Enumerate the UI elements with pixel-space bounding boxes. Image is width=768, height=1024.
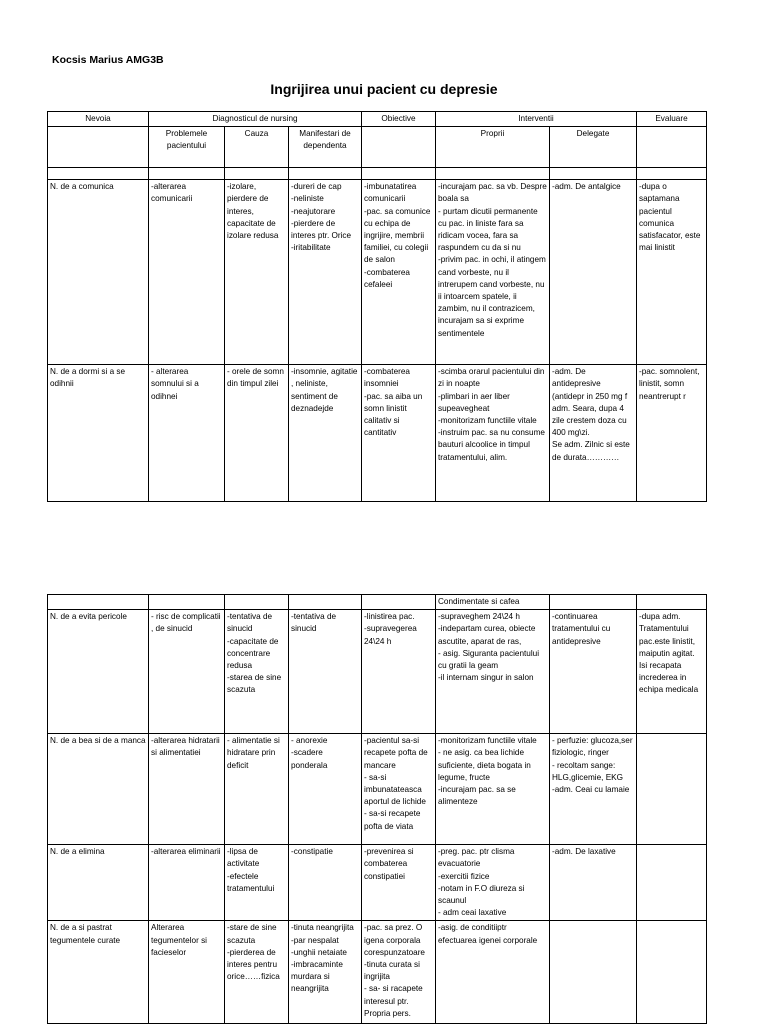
cell-obiective: -combaterea insomniei -pac. sa aiba un somn linistit calitativ si cantitativ: [362, 365, 436, 502]
header-diagnostic: Diagnosticul de nursing: [149, 112, 362, 127]
cell-proprii: -preg. pac. ptr clisma evacuatorie -exercitii fizice -notam in F.O diureza si scaunul - adm ceai laxative: [436, 845, 550, 921]
cell-manifestari: -insomnie, agitatie , neliniste, sentiment de deznadejde: [289, 365, 362, 502]
header-row-sub: [48, 127, 707, 168]
header-empty: [637, 127, 707, 168]
cell-nevoia: N. de a comunica: [48, 180, 149, 365]
cell-obiective: -imbunatatirea comunicarii -pac. sa comunice cu echipa de ingrijire, membrii familiei, cu colegii de salon -combaterea cefaleei: [362, 180, 436, 365]
cell-evaluare: -dupa o saptamana pacientul comunica satisfacator, este mai linistit: [637, 180, 707, 365]
table-row-continuation: [48, 595, 707, 610]
cell-evaluare: [637, 845, 707, 921]
cell-evaluare: [637, 921, 707, 1024]
header-manifestari: Manifestari de dependenta: [289, 127, 362, 168]
cell-cauza: -lipsa de activitate -efectele tratamentului: [225, 845, 289, 921]
cell-evaluare: -pac. somnolent, linistit, somn neantrerupt r: [637, 365, 707, 502]
header-delegate: Delegate: [550, 127, 637, 168]
header-empty: [48, 127, 149, 168]
cell-obiective: -prevenirea si combaterea constipatiei: [362, 845, 436, 921]
cell-obiective: -linistirea pac. -supravegerea 24\24 h: [362, 610, 436, 734]
cell-evaluare: -dupa adm. Tratamentului pac.este linistit, maiputin agitat. Isi recapata increderea in echipa medicala: [637, 610, 707, 734]
cell-manifestari: -dureri de cap -neliniste -neajutorare -pierdere de interes ptr. Orice -iritabilitate: [289, 180, 362, 365]
table-row: [48, 180, 707, 365]
cell-delegate: -continuarea tratamentului cu antidepresive: [550, 610, 637, 734]
header-empty: [362, 127, 436, 168]
header-obiective: Obiective: [362, 112, 436, 127]
cell-delegate: - perfuzie: glucoza,ser fiziologic, ringer - recoltam sange: HLG,glicemie, EKG -adm. Ceai cu lamaie: [550, 734, 637, 845]
cell-nevoia: N. de a bea si de a manca: [48, 734, 149, 845]
cell-nevoia: N. de a evita pericole: [48, 610, 149, 734]
cell-proprii: -monitorizam functiile vitale - ne asig. ca bea lichide suficiente, dieta bogata in legume, fructe -incurajam pac. sa se alimenteze: [436, 734, 550, 845]
cell-nevoia: N. de a dormi si a se odihnii: [48, 365, 149, 502]
author-name: Kocsis Marius AMG3B: [52, 54, 164, 66]
table-row: [48, 365, 707, 502]
cell-proprii: -incurajam pac. sa vb. Despre boala sa - purtam dicutii permanente cu pac. in liniste fara sa ridicam vocea, fara sa raspundem cu da si nu -privim pac. in ochi, il atingem cand vorbeste, nu il intrerupem cand vorbeste, nu ii intoarcem spatele, ii zambim, nu il contrazicem, incurajam sa si exprime sentimentele: [436, 180, 550, 365]
cell-evaluare: [637, 734, 707, 845]
header-evaluare: Evaluare: [637, 112, 707, 127]
cell-delegate: [550, 921, 637, 1024]
cell-cauza: -izolare, pierdere de interes, capacitate de izolare redusa: [225, 180, 289, 365]
cell-manifestari: -constipatie: [289, 845, 362, 921]
cell-probleme: -alterarea comunicarii: [149, 180, 225, 365]
document-title: Ingrijirea unui pacient cu depresie: [270, 81, 498, 97]
cell-probleme: Alterarea tegumentelor si facieselor: [149, 921, 225, 1024]
cell-manifestari: -tentativa de sinucid: [289, 610, 362, 734]
cell-nevoia: N. de a elimina: [48, 845, 149, 921]
cell-proprii: -scimba orarul pacientului din zi in noapte -plimbari in aer liber supeavegheat -monitorizam functiile vitale -instruim pac. sa nu consume bauturi alcoolice in timpul tratamentului, alim.: [436, 365, 550, 502]
cell-cauza: - orele de somn din timpul zilei: [225, 365, 289, 502]
cell-cauza: -stare de sine scazuta -pierderea de interes pentru orice……fizica: [225, 921, 289, 1024]
table-row: [48, 845, 707, 921]
table-row: [48, 921, 707, 1024]
header-cauza: Cauza: [225, 127, 289, 168]
cell-probleme: - alterarea somnului si a odihnei: [149, 365, 225, 502]
cell-probleme: -alterarea eliminarii: [149, 845, 225, 921]
cell-proprii: -supraveghem 24\24 h -indepartam curea, obiecte ascutite, aparat de ras, - asig. Siguranta pacientului cu gratii la geam -il internam singur in salon: [436, 610, 550, 734]
cell-delegate: -adm. De laxative: [550, 845, 637, 921]
cell-manifestari: - anorexie -scadere ponderala: [289, 734, 362, 845]
header-probleme: Problemele pacientului: [149, 127, 225, 168]
cell-delegate: -adm. De antalgice: [550, 180, 637, 365]
header-nevoia: Nevoia: [48, 112, 149, 127]
cell-delegate: -adm. De antidepresive (antidepr in 250 mg f adm. Seara, dupa 4 zile crestem doza cu 400 mg\zi. Se adm. Zilnic si este de durata…………: [550, 365, 637, 502]
cell-obiective: -pac. sa prez. O igena corporala corespunzatoare -tinuta curata si ingrijita - sa- si racapete interesul ptr. Propria pers.: [362, 921, 436, 1024]
spacer-row: [48, 168, 707, 180]
cell-probleme: -alterarea hidratarii si alimentatiei: [149, 734, 225, 845]
cell-probleme: - risc de complicatii , de sinucid: [149, 610, 225, 734]
cell-proprii-continued: Condimentate si cafea: [436, 595, 550, 610]
header-interventii: Interventii: [436, 112, 637, 127]
cell-cauza: - alimentatie si hidratare prin deficit: [225, 734, 289, 845]
care-plan-table-2: [47, 594, 707, 1024]
cell-manifestari: -tinuta neangrijita -par nespalat -unghii netaiate -imbracaminte murdara si neangrijita: [289, 921, 362, 1024]
cell-obiective: -pacientul sa-si recapete pofta de mancare - sa-si imbunatateasca aportul de lichide - sa-si recapete pofta de viata: [362, 734, 436, 845]
cell-nevoia: N. de a si pastrat tegumentele curate: [48, 921, 149, 1024]
care-plan-table-1: [47, 111, 707, 502]
table-row: [48, 734, 707, 845]
header-proprii: Proprii: [436, 127, 550, 168]
cell-cauza: -tentativa de sinucid -capacitate de concentrare redusa -starea de sine scazuta: [225, 610, 289, 734]
table-row: [48, 610, 707, 734]
cell-proprii: -asig. de conditiiptr efectuarea igenei corporale: [436, 921, 550, 1024]
header-row-top: [48, 112, 707, 127]
